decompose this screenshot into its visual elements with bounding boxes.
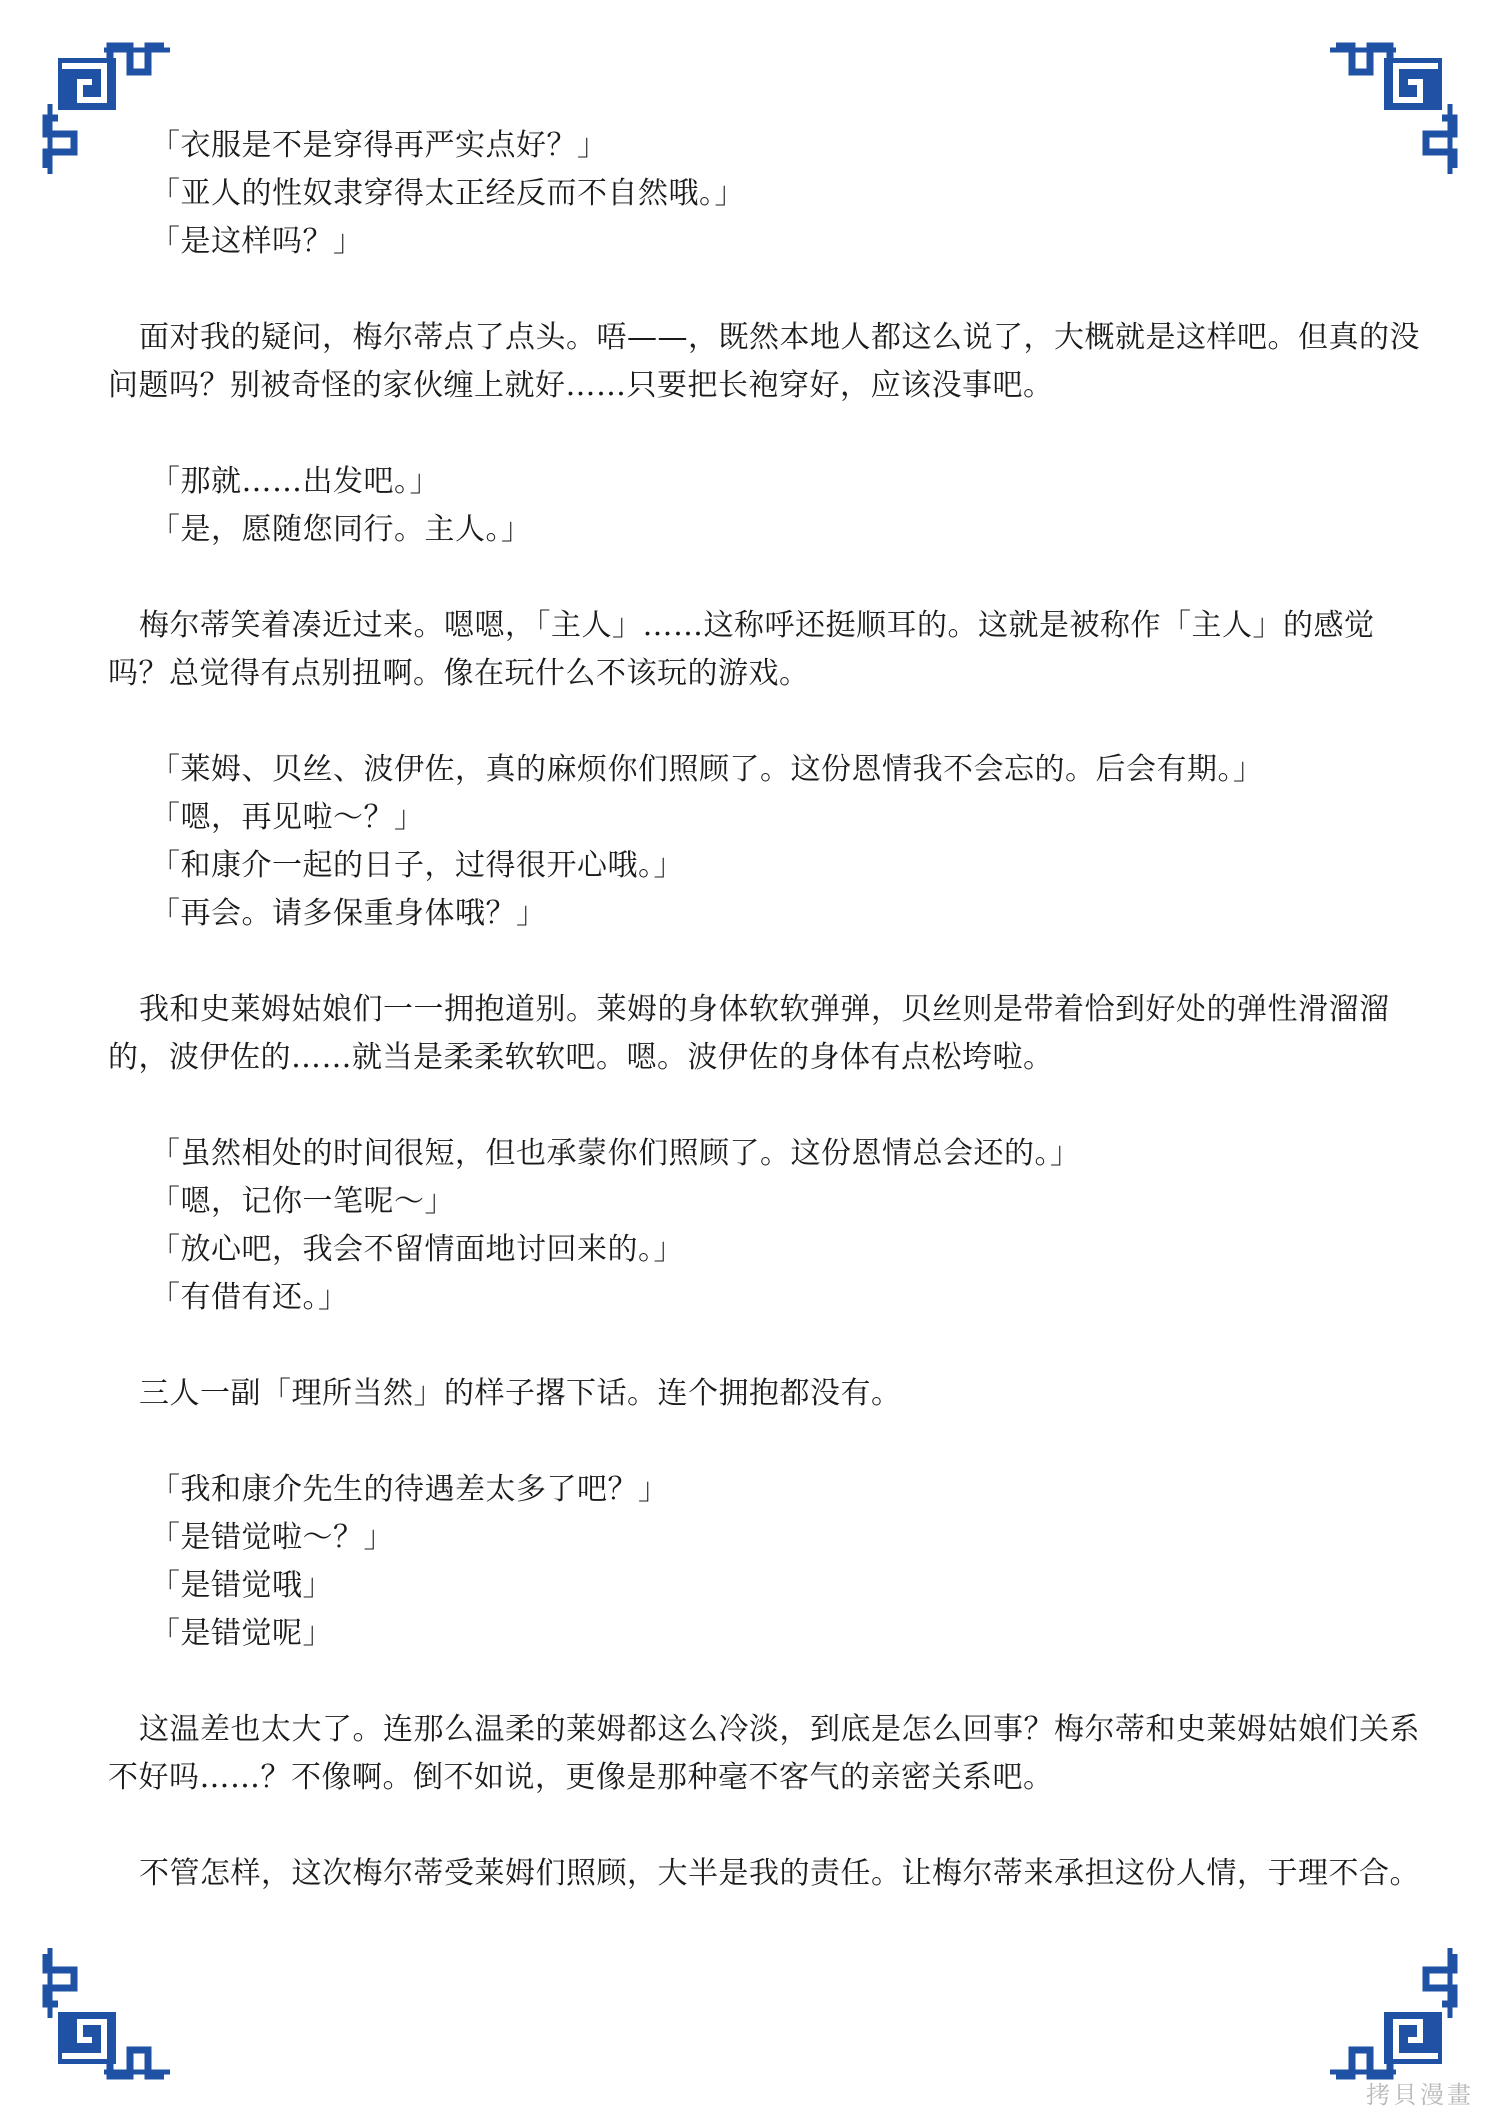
dialogue-line: 「再会。请多保重身体哦？」	[150, 896, 547, 931]
paragraph-gap	[108, 1658, 1428, 1706]
paragraph-gap	[108, 1802, 1428, 1850]
paragraph-gap	[108, 266, 1428, 314]
paragraph-gap	[108, 1322, 1428, 1370]
paragraph-gap	[108, 1418, 1428, 1466]
dialogue-line: 「我和康介先生的待遇差太多了吧？」	[150, 1472, 669, 1507]
dialogue-line: 「亚人的性奴隶穿得太正经反而不自然哦。」	[150, 176, 745, 211]
narration-paragraph: 梅尔蒂笑着凑近过来。嗯嗯，「主人」……这称呼还挺顺耳的。这就是被称作「主人」的感觉吗？总觉得有点别扭啊。像在玩什么不该玩的游戏。	[108, 608, 1375, 691]
paragraph-gap	[108, 1082, 1428, 1130]
dialogue-line: 「是错觉哦」	[150, 1568, 333, 1603]
paragraph-gap	[108, 698, 1428, 746]
narration-paragraph: 这温差也太大了。连那么温柔的莱姆都这么冷淡，到底是怎么回事？梅尔蒂和史莱姆姑娘们关系不好吗……？不像啊。倒不如说，更像是那种毫不客气的亲密关系吧。	[108, 1712, 1420, 1795]
narration-paragraph: 面对我的疑问，梅尔蒂点了点头。唔——，既然本地人都这么说了，大概就是这样吧。但真的没问题吗？别被奇怪的家伙缠上就好……只要把长袍穿好，应该没事吧。	[108, 320, 1420, 403]
dialogue-line: 「嗯，记你一笔呢～」	[150, 1184, 455, 1219]
narration-paragraph: 不管怎样，这次梅尔蒂受莱姆们照顾，大半是我的责任。让梅尔蒂来承担这份人情，于理不合。	[139, 1856, 1420, 1891]
dialogue-line: 「嗯，再见啦～？」	[150, 800, 425, 835]
paragraph-gap	[108, 554, 1428, 602]
dialogue-line: 「是这样吗？」	[150, 224, 364, 259]
dialogue-line: 「衣服是不是穿得再严实点好？」	[150, 128, 608, 163]
narration-paragraph: 三人一副「理所当然」的样子撂下话。连个拥抱都没有。	[139, 1376, 902, 1411]
watermark-text: 拷貝漫畫	[1366, 2081, 1474, 2109]
paragraph-gap	[108, 938, 1428, 986]
dialogue-line: 「和康介一起的日子，过得很开心哦。」	[150, 848, 684, 883]
dialogue-line: 「有借有还。」	[150, 1280, 349, 1315]
paragraph-gap	[108, 410, 1428, 458]
corner-ornament-bottom-left	[46, 1948, 170, 2076]
dialogue-line: 「莱姆、贝丝、波伊佐，真的麻烦你们照顾了。这份恩情我不会忘的。后会有期。」	[150, 752, 1264, 787]
page-text	[108, 122, 1428, 1898]
corner-ornament-bottom-right	[1330, 1948, 1454, 2076]
narration-paragraph: 我和史莱姆姑娘们一一拥抱道别。莱姆的身体软软弹弹，贝丝则是带着恰到好处的弹性滑溜溜的，波伊佐的……就当是柔柔软软吧。嗯。波伊佐的身体有点松垮啦。	[108, 992, 1390, 1075]
dialogue-line: 「放心吧，我会不留情面地讨回来的。」	[150, 1232, 684, 1267]
dialogue-line: 「是错觉啦～？」	[150, 1520, 394, 1555]
dialogue-line: 「那就……出发吧。」	[150, 464, 440, 499]
dialogue-line: 「虽然相处的时间很短，但也承蒙你们照顾了。这份恩情总会还的。」	[150, 1136, 1081, 1171]
dialogue-line: 「是，愿随您同行。主人。」	[150, 512, 532, 547]
dialogue-line: 「是错觉呢」	[150, 1616, 333, 1651]
